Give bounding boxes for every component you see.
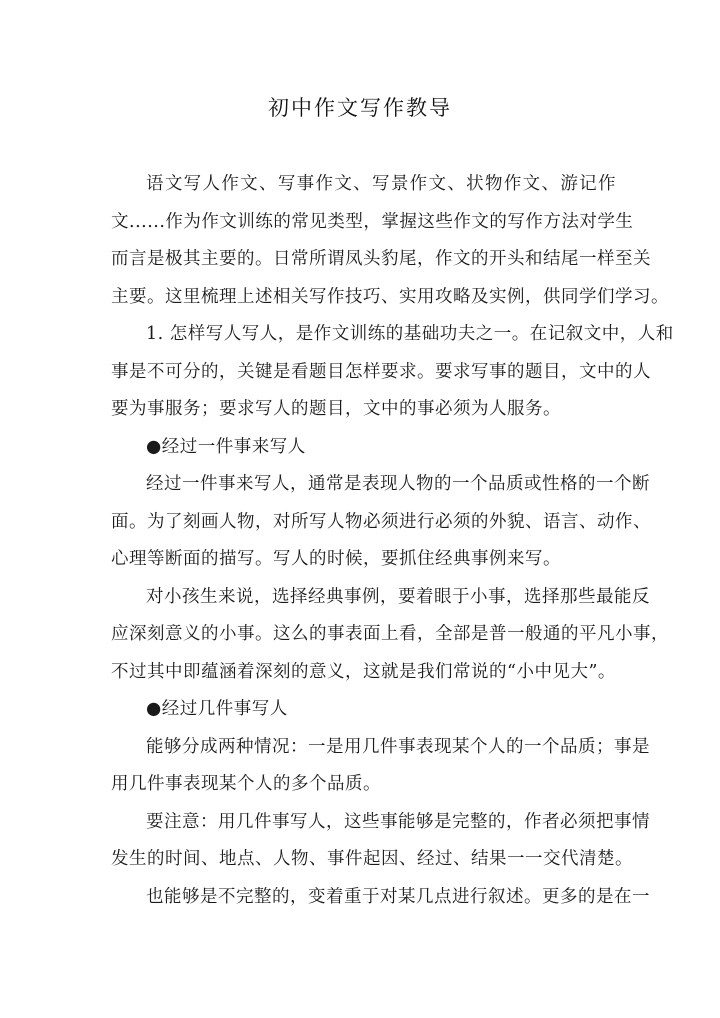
- paragraph-classic-examples: [111, 579, 669, 692]
- text-line: 要为事服务；要求写人的题目，文中的事必须为人服务。: [111, 399, 561, 419]
- section-heading: ●经过一件事来写人: [146, 436, 306, 457]
- text-line: 而言是极其主要的。日常所谓凤头豹尾，作文的开头和结尾一样至关: [111, 249, 651, 269]
- text-line: 心理等断面的描写。写人的时候，要抓住经典事例来写。: [111, 549, 561, 569]
- text-line: 对小孩生来说，选择经典事例，要着眼于小事，选择那些最能反: [146, 586, 650, 607]
- text-line: 能够分成两种情况：一是用几件事表现某个人的一个品质；事是: [146, 736, 650, 757]
- text-line: 1. 怎样写人写人，是作文训练的基础功夫之一。在记叙文中，人和: [146, 324, 674, 344]
- paragraph-several-events: [111, 729, 650, 804]
- section-heading: ●经过几件事写人: [146, 699, 288, 719]
- paragraph-attention: [111, 804, 650, 879]
- section-heading-several-events: [111, 691, 616, 729]
- text-line: 文......作为作文训练的常见类型，掌握这些作文的写作方法对学生: [111, 211, 634, 232]
- section-heading-one-event: [111, 429, 616, 467]
- text-line: 事是不可分的，关键是看题目怎样要求。要求写事的题目，文中的人: [111, 361, 651, 382]
- text-line: 面。为了刻画人物，对所写人物必须进行必须的外貌、语言、动作、: [111, 511, 651, 532]
- text-line: 应深刻意义的小事。这么的事表面上看，全部是普一般通的平凡小事，: [111, 624, 669, 644]
- paragraph-point-1: [111, 316, 674, 429]
- text-line: 也能够是不完整的，变着重于对某几点进行叙述。更多的是在一: [146, 886, 650, 907]
- text-line: 不过其中即蕴涵着深刻的意义，这就是我们常说的“小中见大”。: [111, 661, 616, 682]
- paragraph-one-event: [111, 466, 651, 579]
- text-line: 语文写人作文、写事作文、写景作文、状物作文、游记作: [146, 174, 616, 194]
- text-line: 用几件事表现某个人的多个品质。: [111, 774, 381, 794]
- document-body: [111, 166, 674, 916]
- paragraph-incomplete: [111, 879, 650, 917]
- page-title: 初中作文写作教导: [268, 96, 452, 120]
- text-line: 经过一件事来写人，通常是表现人物的一个品质或性格的一个断: [146, 474, 650, 494]
- text-line: 要注意：用几件事写人，这些事能够是完整的，作者必须把事情: [146, 811, 650, 832]
- text-line: 主要。这里梳理上述相关写作技巧、实用攻略及实例，供同学们学习。: [111, 286, 669, 307]
- text-line: 发生的时间、地点、人物、事件起因、经过、结果一一交代清楚。: [111, 849, 633, 869]
- paragraph-intro: [111, 166, 669, 316]
